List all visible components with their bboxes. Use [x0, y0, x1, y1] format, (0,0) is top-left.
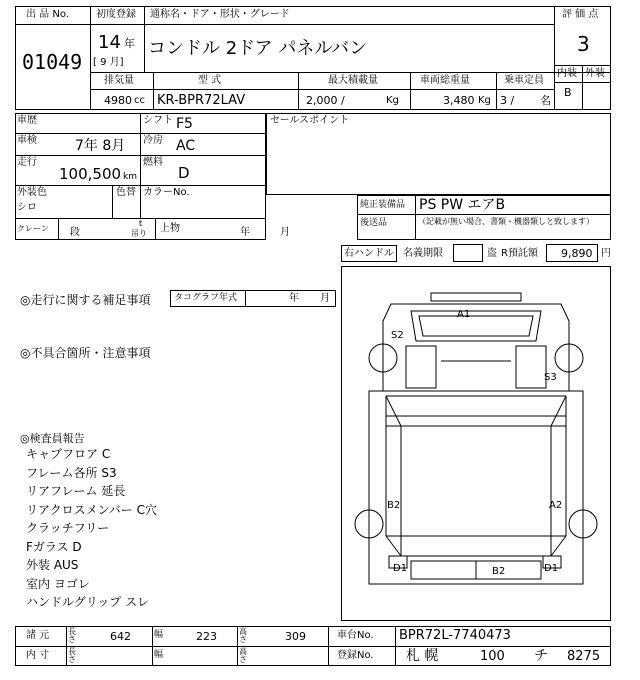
- max-load-value: 2,000 /: [306, 94, 345, 107]
- recycle-prefix: 盗: [487, 248, 497, 259]
- interior-grade-label: 内装: [557, 68, 577, 79]
- fuel-value: D: [178, 164, 190, 182]
- capacity-unit: 名: [540, 94, 551, 107]
- chassis-label: 車台No.: [337, 630, 374, 641]
- exterior-color-label: 外装色: [17, 187, 47, 198]
- registration-kana: チ: [534, 648, 548, 664]
- recycle-label: R預託額: [501, 248, 538, 259]
- model-code-label: 型 式: [198, 75, 222, 86]
- loading-label: 上物: [160, 223, 180, 234]
- damage-mark-s3: S3: [544, 372, 557, 383]
- retrofit-label: 後送品: [360, 218, 388, 228]
- first-reg-month: [ 9 月]: [93, 57, 124, 68]
- recycle-value: 9,890: [561, 247, 593, 260]
- name-change-label: 名義期限: [403, 248, 443, 259]
- inspector-line: Fガラス D: [26, 539, 82, 554]
- mileage-value: 100,500: [59, 165, 122, 183]
- damage-mark-d1-left: D1: [393, 563, 408, 574]
- crane-dan: 段: [70, 227, 80, 238]
- max-load-label: 最大積載量: [328, 75, 378, 86]
- shift-label: シフト: [143, 115, 173, 126]
- gross-weight-value: 3,480: [443, 94, 475, 107]
- inspector-line: 室内 ヨゴレ: [26, 576, 90, 591]
- damage-mark-b2-bottom: B2: [492, 566, 506, 577]
- grade-label: 評 価 点: [562, 9, 599, 20]
- model-name: コンドル 2ドア パネルバン: [148, 38, 368, 59]
- damage-mark-b2-left: B2: [387, 500, 401, 511]
- interior-dims-label: 内 寸: [26, 650, 50, 661]
- steering-label: 右ハンドル: [344, 248, 394, 259]
- interior-length-label: 長さ: [68, 647, 76, 664]
- inspector-line: リアフレーム 延長: [26, 484, 126, 498]
- dims-label: 諸 元: [26, 630, 50, 641]
- crane-t: t: [139, 219, 143, 228]
- sales-point-label: セールスポイント: [270, 115, 350, 126]
- inspector-line: リアクロスメンバー C穴: [26, 502, 157, 517]
- length-label: 長さ: [68, 627, 76, 644]
- exterior-grade-label: 外装: [585, 68, 605, 79]
- inspection-value: 7年 8月: [75, 138, 126, 154]
- fuel-label: 燃料: [143, 157, 163, 168]
- gross-weight-label: 車両総重量: [420, 75, 470, 86]
- loading-year: 年: [240, 227, 250, 238]
- height-value: 309: [285, 630, 306, 643]
- shift-value: F5: [176, 116, 193, 132]
- inspector-line: クラッチフリー: [26, 521, 110, 535]
- registration-class: 100: [480, 649, 505, 664]
- history-label: 車歴: [17, 115, 37, 126]
- tachograph-label: タコグラフ年式: [174, 293, 238, 303]
- lot-label: 出 品 No.: [26, 9, 69, 20]
- grade-value: 3: [577, 32, 590, 56]
- equipment-label: 純正装備品: [360, 200, 406, 210]
- length-value: 642: [110, 630, 131, 643]
- mileage-unit: km: [123, 172, 137, 182]
- registration-number: 8275: [567, 649, 601, 664]
- exterior-color-value: シロ: [17, 202, 37, 213]
- displacement-value: 4980: [104, 94, 132, 107]
- tachograph-year: 年: [289, 293, 299, 304]
- damage-mark-s2: S2: [391, 330, 404, 341]
- crane-tsuri: 吊り: [131, 229, 147, 238]
- gross-weight-unit: Kg: [478, 95, 491, 106]
- first-reg-label: 初度登録: [96, 9, 136, 20]
- retrofit-note: （記載が無い場合、書類・機器類しと致します）: [418, 217, 594, 226]
- recycle-unit: 円: [601, 248, 611, 259]
- truck-outline-svg: [341, 266, 611, 621]
- crane-label: クレーン: [17, 224, 49, 233]
- defects-title: ◎不具合箇所・注意事項: [20, 346, 151, 360]
- interior-height-label: 高さ: [239, 647, 247, 664]
- width-label: 幅: [154, 630, 164, 640]
- first-reg-year-unit: 年: [124, 37, 135, 50]
- height-label: 高さ: [239, 627, 247, 644]
- inspector-title: ◎検査員報告: [20, 432, 85, 445]
- color-change-label: 色替: [116, 187, 136, 198]
- name-change-box: [453, 244, 483, 262]
- lot-number: 01049: [22, 50, 83, 74]
- driving-notes-title: ◎走行に関する補足事項: [20, 293, 151, 307]
- ac-label: 冷房: [143, 135, 163, 146]
- inspector-line: キャブフロア C: [26, 447, 111, 461]
- registration-label: 登録No.: [337, 650, 374, 661]
- inspection-label: 車検: [17, 135, 37, 146]
- inspector-line: ハンドルグリップ スレ: [26, 595, 150, 609]
- tachograph-month: 月: [320, 293, 330, 304]
- damage-mark-a1: A1: [457, 309, 471, 320]
- loading-month: 月: [280, 227, 290, 238]
- capacity-value: 3 /: [500, 94, 515, 107]
- interior-width-label: 幅: [154, 650, 164, 660]
- capacity-label: 乗車定員: [504, 75, 544, 86]
- inspector-line: フレーム各所 S3: [26, 465, 117, 480]
- model-code: KR-BPR72LAV: [157, 93, 246, 108]
- mileage-label: 走行: [17, 157, 37, 168]
- color-no-label: カラーNo.: [143, 187, 190, 198]
- max-load-unit: Kg: [386, 95, 399, 106]
- interior-grade-value: B: [564, 86, 572, 99]
- model-desc-label: 通称名・ドア・形状・グレード: [150, 9, 290, 20]
- registration-region: 札 幌: [406, 648, 439, 664]
- first-reg-year: 14: [98, 32, 121, 53]
- inspector-line: 外装 AUS: [26, 558, 79, 572]
- displacement-unit: cc: [134, 95, 145, 106]
- equipment-value: PS PW エアB: [419, 197, 506, 213]
- displacement-label: 排気量: [104, 75, 134, 86]
- damage-mark-a2: A2: [549, 500, 563, 511]
- ac-value: AC: [176, 138, 196, 154]
- chassis-value: BPR72L-7740473: [399, 628, 511, 643]
- damage-mark-d1-right: D1: [544, 563, 559, 574]
- width-value: 223: [196, 630, 217, 643]
